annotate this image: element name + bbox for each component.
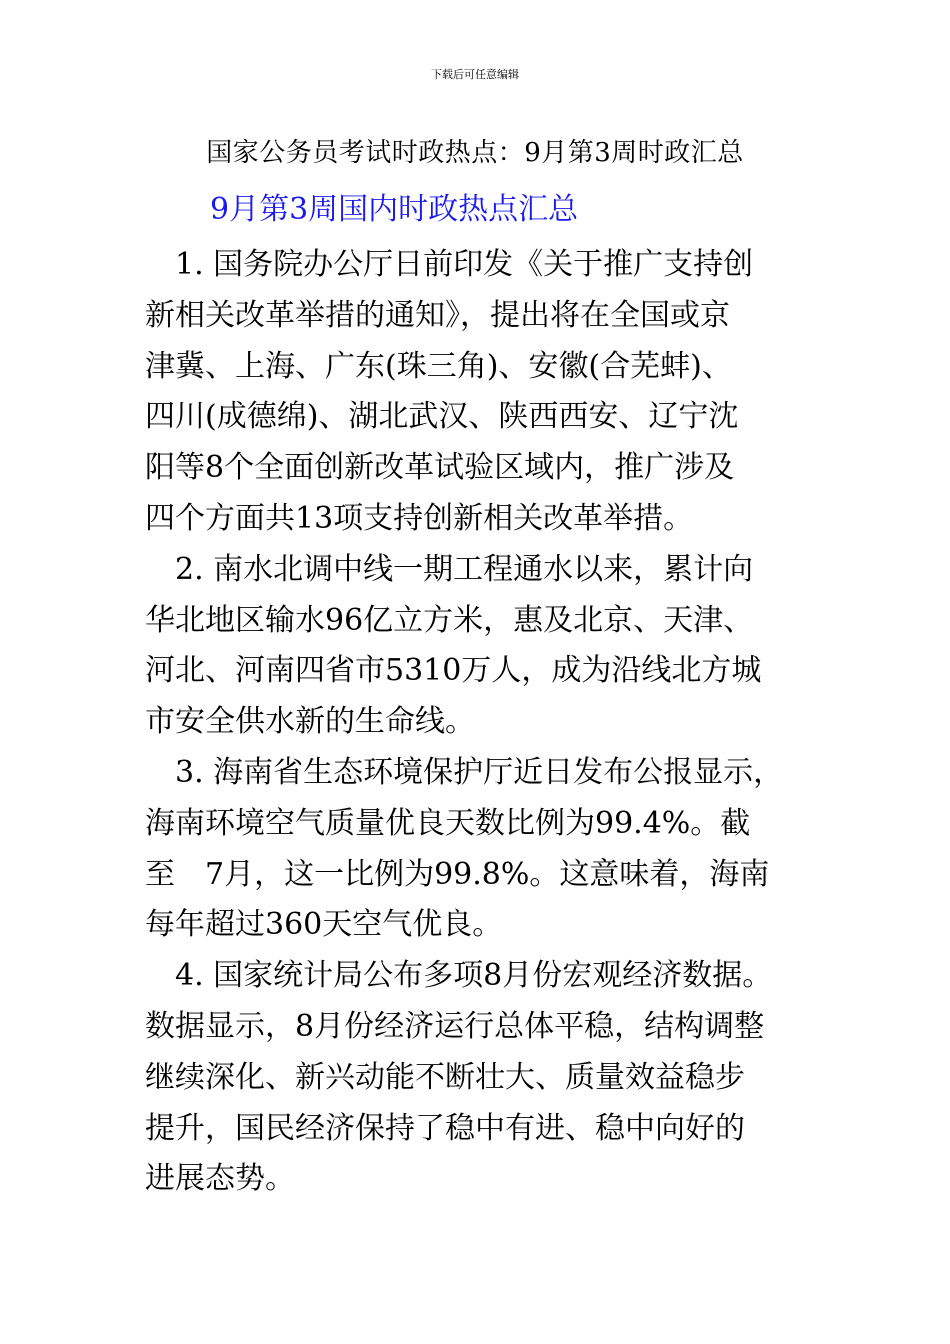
document-title: 国家公务员考试时政热点：9月第3周时政汇总 — [206, 138, 744, 168]
text-line: 数据显示，8月份经济运行总体平稳，结构调整 — [145, 1008, 765, 1044]
text-line: 提升，国民经济保持了稳中有进、稳中向好的 — [145, 1110, 745, 1146]
text-line: 4. 国家统计局公布多项8月份宏观经济数据。 — [145, 958, 773, 994]
text-line: 四个方面共13项支持创新相关改革举措。 — [145, 500, 694, 536]
text-line: 海南环境空气质量优良天数比例为99.4%。截 — [145, 805, 751, 841]
document-body — [145, 240, 825, 1205]
text-line: 至 7月，这一比例为99.8%。这意味着，海南 — [145, 856, 770, 892]
text-line: 进展态势。 — [145, 1161, 295, 1197]
text-line: 华北地区输水96亿立方米，惠及北京、天津、 — [145, 602, 754, 638]
paragraph-4 — [145, 951, 825, 1205]
text-line: 3. 海南省生态环境保护厅近日发布公报显示， — [145, 754, 784, 790]
text-line: 1. 国务院办公厅日前印发《关于推广支持创 — [145, 247, 754, 282]
text-line: 每年超过360天空气优良。 — [145, 907, 503, 943]
paragraph-1 — [145, 240, 825, 545]
text-line: 继续深化、新兴动能不断壮大、质量效益稳步 — [145, 1059, 745, 1095]
text-line: 河北、河南四省市5310万人，成为沿线北方城 — [145, 653, 762, 689]
text-line: 新相关改革举措的通知》，提出将在全国或京 — [145, 297, 730, 333]
paragraph-2 — [145, 545, 825, 748]
section-title: 9月第3周国内时政热点汇总 — [210, 192, 579, 227]
header-note: 下载后可任意编辑 — [431, 68, 519, 81]
text-line: 津冀、上海、广东(珠三角)、安徽(合芜蚌)、 — [145, 348, 732, 384]
text-line: 市安全供水新的生命线。 — [145, 704, 475, 740]
text-line: 四川(成德绵)、湖北武汉、陕西西安、辽宁沈 — [145, 399, 739, 435]
text-line: 阳等8个全面创新改革试验区域内，推广涉及 — [145, 450, 735, 486]
text-line: 2. 南水北调中线一期工程通水以来，累计向 — [145, 551, 754, 587]
paragraph-3 — [145, 748, 825, 951]
